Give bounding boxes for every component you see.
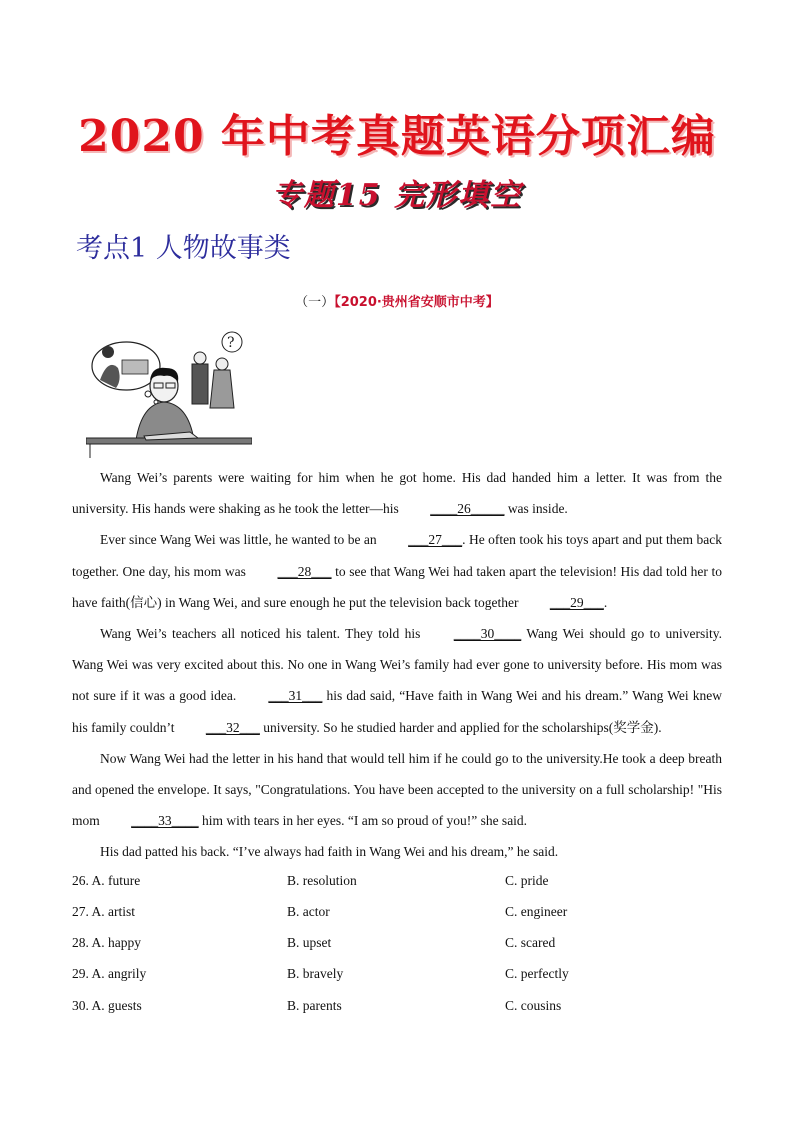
passage-text: His dad patted his back. “I’ve always had faith in Wang Wei and his dream,” he said.	[100, 844, 559, 860]
question-option-b: B. parents	[287, 998, 342, 1013]
answer-blank: ____30____	[453, 626, 522, 642]
passage-text: .	[603, 594, 608, 610]
passage-text: his dad said, “Have faith in Wang Wei and his dream.” Wang Wei knew his family couldn’t	[72, 688, 722, 735]
passage-text: Wang Wei’s teachers all noticed his talent. They told his	[100, 626, 426, 642]
question-option-c: C. cousins	[505, 998, 562, 1013]
question-option-b: B. resolution	[287, 873, 357, 888]
passage	[72, 462, 722, 868]
passage-text: to see that Wang Wei had taken apart the television! His dad told her to have faith(信心) in Wang Wei, and sure enough he put the television back together	[72, 563, 722, 610]
passage-text: university. So he studied harder and applied for the scholarships(奖学金).	[259, 719, 662, 735]
main-title: 2020 年中考真题英语分项汇编	[78, 111, 716, 162]
topic-subtitle: 专题15 完形填空	[271, 178, 523, 213]
passage-text: Wang Wei should go to university. Wang Wei was very excited about this. No one in Wang Wei’s family had ever gone to university before. His mom was not sure if it was a good idea.	[72, 626, 722, 704]
question-option-c: C. scared	[505, 935, 556, 950]
question-option-a: 26. A. future	[72, 873, 141, 888]
question-option-a: 28. A. happy	[72, 935, 141, 950]
answer-blank: ___32___	[205, 719, 260, 735]
question-option-c: C. perfectly	[505, 966, 569, 981]
question-option-a: 29. A. angrily	[72, 966, 147, 981]
section-heading: 考点1 人物故事类	[76, 233, 291, 264]
answer-blank: ___28___	[277, 563, 332, 579]
question-option-a: 30. A. guests	[72, 998, 142, 1013]
exam-source	[0, 291, 794, 310]
passage-paragraph	[72, 462, 722, 524]
question-option-b: B. bravely	[287, 966, 344, 981]
source-label: 【2020·贵州省安顺市中考】	[334, 295, 499, 310]
passage-text: . He often took his toys apart and put them back together. One day, his mom was	[72, 532, 722, 579]
passage-text: was inside.	[504, 501, 568, 517]
boy-reading-letter-illustration	[86, 328, 252, 458]
passage-text: Now Wang Wei had the letter in his hand that would tell him if he could go to the university.He took a deep breath and opened the envelope. It says, "Congratulations. You have been accepted to the university on a full scholarship! "His mom	[72, 750, 722, 829]
answer-blank: ___31___	[268, 688, 323, 704]
passage-paragraph	[72, 836, 722, 867]
svg-text:?: ?	[227, 335, 235, 351]
passage-text: him with tears in her eyes. “I am so proud of you!” she said.	[198, 813, 528, 829]
question-option-c: C. engineer	[505, 904, 568, 919]
answer-blank: ____33____	[131, 813, 199, 829]
passage-paragraph	[72, 618, 722, 743]
passage-text: Ever since Wang Wei was little, he wanted to be an	[100, 532, 381, 548]
answer-blank: ___27___	[408, 532, 463, 548]
passage-text: Wang Wei’s parents were waiting for him when he got home. His dad handed him a letter. It was from the university. His hands were shaking as he took the letter—his	[72, 470, 722, 517]
question-option-b: B. actor	[287, 904, 330, 919]
answer-blank: ____26_____	[430, 501, 505, 517]
question-option-c: C. pride	[505, 873, 549, 888]
passage-paragraph	[72, 524, 722, 618]
source-prefix: （一）	[295, 295, 335, 310]
question-option-b: B. upset	[287, 935, 332, 950]
answer-blank: ___29___	[549, 594, 604, 610]
question-option-a: 27. A. artist	[72, 904, 135, 919]
passage-paragraph	[72, 743, 722, 837]
